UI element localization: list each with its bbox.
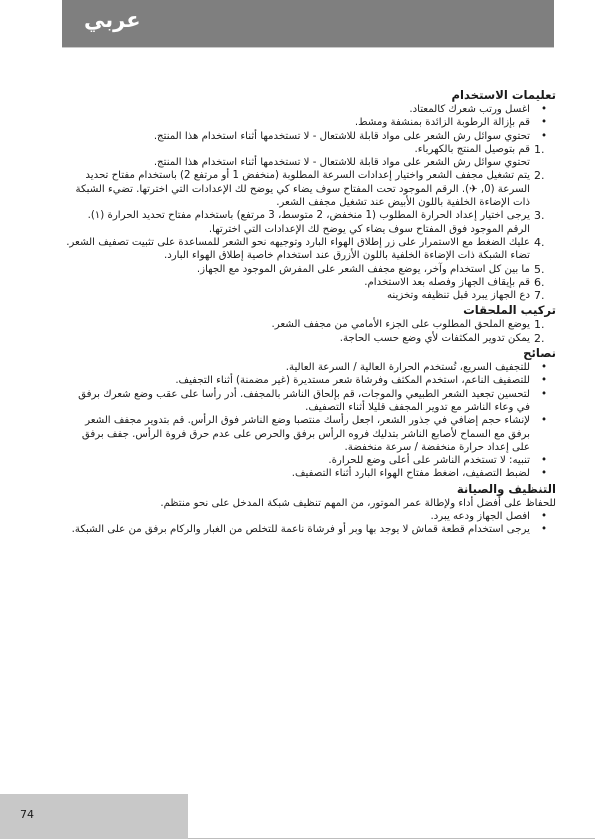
step-number: 5. [534,262,545,276]
list-item: • افصل الجهاز ودعه يبرد. [62,510,556,523]
language-tab-title: عربي [84,8,141,32]
step-item [62,169,556,209]
step-item [62,143,556,170]
list-item: • لضبط التصفيف، اضغط مفتاح الهواء البارد أثناء التصفيف. [62,467,556,480]
step-text: تحتوي سوائل رش الشعر على مواد قابلة للاشتعال - لا تستخدمها أثناء استخدام هذا المنتج. [153,157,530,169]
step-item [62,236,556,263]
list-item: • اغسل ورتب شعرك كالمعتاد. [62,103,556,116]
attachments-heading: تركيب الملحقات [463,303,556,318]
tips-list [62,361,556,481]
step-text: عليك الضغط مع الاستمرار على زر إطلاق الهواء البارد وتوجيهه نحو الشعر للمساعدة على تثبيت تصفيف الشعر. تضاء الشبكة ذات الإضاءة الخلفية باللون الأزرق عند استخدام خاصية إطلاق الهواء البارد. [66,236,530,262]
list-item: • لتحسين تجعيد الشعر الطبيعي والموجات، قم بإلحاق الناشر بالمجفف. أدر رأسا على عقب وضع شعرك برفق في وعاء الناشر مع تدوير المجفف قليلا أثناء التصفيف. [62,388,556,415]
care-intro: للحفاظ على أفضل أداء ولإطالة عمر الموتور، من المهم تنظيف شبكة المدخل على نحو منتظم. [160,497,556,509]
step-text: يمكن تدوير المكثفات لأي وضع حسب الحاجة. [339,332,530,344]
step-number: 2. [534,331,545,345]
list-item: • قم بإزالة الرطوبة الزائدة بمنشفة ومشط. [62,116,556,129]
step-text: يرجى اختيار إعداد الحرارة المطلوب (1 منخفض، 2 متوسط، 3 مرتفع) باستخدام مفتاح تحديد الحرارة (۱). الرقم الموجود فوق المفتاح سوف يضاء كي يوضح لك الإعدادات التي اخترتها. [87,210,530,235]
tips-heading: نصائح [523,346,556,361]
list-item: • للتجفيف السريع، تُستخدم الحرارة العالية / السرعة العالية. [62,361,556,374]
list-item: • للتصفيف الناعم، استخدم المكثف وفرشاة شعر مستديرة (غير مضمنة) أثناء التجفيف. [62,374,556,387]
step-text: ما بين كل استخدام وآخر، يوضع مجفف الشعر على المفرش الموجود مع الجهاز. [196,263,530,275]
step-item [62,263,556,276]
step-text: قم بتوصيل المنتج بالكهرباء. [414,143,530,155]
step-number: 3. [534,209,545,223]
step-number: 7. [534,289,545,303]
care-list [62,510,556,537]
care-heading: التنظيف والصيانة [456,481,556,496]
list-item: • لإنشاء حجم إضافي في جذور الشعر، اجعل رأسك منتصبا وضع الناشر فوق الرأس. قم بتدوير مجفف الشعر برفق مع السماح لأصابع الناشر بتدليك فروه الرأس برفق والحرص على عدم حرق فروة الرأس. جفف برفق على إعداد حرارة منخفضة / سرعة منخفضة. [62,414,556,454]
usage-heading: تعليمات الاستخدام [451,88,556,102]
step-text: يوضع الملحق المطلوب على الجزء الأمامي من مجفف الشعر. [271,319,530,331]
step-item [62,276,556,289]
step-item [62,209,556,236]
step-item [62,318,556,331]
step-text: قم بإيقاف الجهاز وفصله بعد الاستخدام. [364,276,530,288]
step-number: 1. [534,142,545,156]
step-text: يتم تشغيل مجفف الشعر واختيار إعدادات السرعة المطلوبة (منخفض 1 أو مرتفع 2) باستخدام مفتاح تحديد السرعة (0, ✈). الرقم الموجود تحت المفتاح سوف يضاء كي يوضح لك الإعدادات التي اخترتها. تضيء الشبكة ذات الإضاءة الخلفية باللون الأبيض عند تشغيل مجفف الشعر. [75,170,530,209]
attachments-steps-list [62,318,556,345]
footer-page-box [0,794,188,839]
step-number: 2. [534,169,545,183]
header-bar [62,0,554,48]
step-item [62,332,556,345]
page-number: 74 [20,808,34,821]
usage-prep-list [62,103,556,143]
step-text: دع الجهاز يبرد قبل تنظيفه وتخزينه [386,290,530,302]
list-item: • تحتوي سوائل رش الشعر على مواد قابلة للاشتعال - لا تستخدمها أثناء استخدام هذا المنتج. [62,130,556,143]
step-item [62,289,556,302]
step-number: 4. [534,235,545,249]
manual-content [62,87,556,537]
step-number: 1. [534,318,545,332]
usage-steps-list [62,143,556,303]
list-item: • يرجى استخدام قطعة قماش لا يوجد بها وبر أو فرشاة ناعمة للتخلص من الغبار والركام برفق من على الشبكة. [62,523,556,536]
list-item: • تنبيه: لا تستخدم الناشر على أعلى وضع للحرارة. [62,454,556,467]
step-number: 6. [534,275,545,289]
